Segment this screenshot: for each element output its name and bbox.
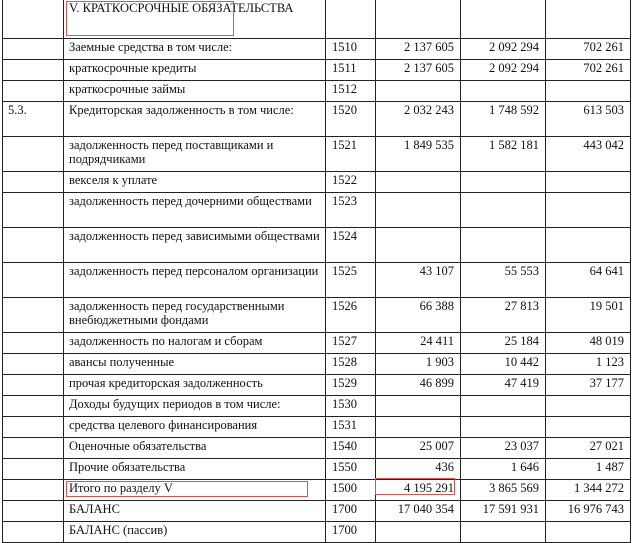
- row-name: векселя к уплате: [64, 172, 326, 193]
- table-row: [3, 228, 631, 263]
- value-period-1: [376, 522, 461, 543]
- value-period-1: [376, 81, 461, 102]
- value-period-1: [376, 417, 461, 438]
- row-number: [3, 522, 64, 543]
- value-period-2: [461, 81, 546, 102]
- value-period-2: [461, 417, 546, 438]
- section-heading: V. КРАТКОСРОЧНЫЕ ОБЯЗАТЕЛЬСТВА: [64, 0, 326, 39]
- value-period-1: 2 137 605: [376, 60, 461, 81]
- row-number: [3, 417, 64, 438]
- value-period-3: 16 976 743: [546, 501, 631, 522]
- value-period-2: [461, 193, 546, 228]
- table-row: [3, 263, 631, 298]
- value-period-1: 24 411: [376, 333, 461, 354]
- value-period-1: 1 903: [376, 354, 461, 375]
- value-period-2: 2 092 294: [461, 39, 546, 60]
- row-code: 1521: [326, 137, 376, 172]
- value-period-2: 1 582 181: [461, 137, 546, 172]
- table-row: [3, 298, 631, 333]
- row-number: [3, 396, 64, 417]
- value-period-2: [461, 228, 546, 263]
- value-period-3: 702 261: [546, 60, 631, 81]
- row-code: 1520: [326, 102, 376, 137]
- row-code: 1700: [326, 522, 376, 543]
- row-name: задолженность перед государственными внебюджетными фондами: [64, 298, 326, 333]
- row-name: задолженность перед дочерними обществами: [64, 193, 326, 228]
- value-period-3: 613 503: [546, 102, 631, 137]
- row-code: 1510: [326, 39, 376, 60]
- value-period-3: 19 501: [546, 298, 631, 333]
- row-code: 1523: [326, 193, 376, 228]
- value-period-2: 2 092 294: [461, 60, 546, 81]
- row-code: 1525: [326, 263, 376, 298]
- row-name: задолженность перед зависимыми обществами: [64, 228, 326, 263]
- row-number: 5.3.: [3, 102, 64, 137]
- table-row: [3, 396, 631, 417]
- row-code: 1531: [326, 417, 376, 438]
- value-period-3: [546, 417, 631, 438]
- value-period-1: 43 107: [376, 263, 461, 298]
- row-number: [3, 39, 64, 60]
- value-period-1: [376, 193, 461, 228]
- row-number: [3, 375, 64, 396]
- value-period-2: [461, 0, 546, 39]
- row-number: [3, 228, 64, 263]
- row-code: 1500: [326, 480, 376, 501]
- row-number: [3, 60, 64, 81]
- table-row: [3, 375, 631, 396]
- row-number: [3, 354, 64, 375]
- table-row: [3, 137, 631, 172]
- value-period-3: 48 019: [546, 333, 631, 354]
- value-period-1: 2 137 605: [376, 39, 461, 60]
- table-row: [3, 193, 631, 228]
- row-number: [3, 263, 64, 298]
- value-period-2: [461, 396, 546, 417]
- table-row: [3, 172, 631, 193]
- value-period-3: [546, 396, 631, 417]
- row-name: Оценочные обязательства: [64, 438, 326, 459]
- value-period-2: 47 419: [461, 375, 546, 396]
- row-name: задолженность перед поставщиками и подрядчиками: [64, 137, 326, 172]
- row-name: Доходы будущих периодов в том числе:: [64, 396, 326, 417]
- table-row: [3, 501, 631, 522]
- row-number: [3, 81, 64, 102]
- value-period-2: 1 748 592: [461, 102, 546, 137]
- value-period-3: 1 123: [546, 354, 631, 375]
- value-period-2: 23 037: [461, 438, 546, 459]
- value-period-3: [546, 172, 631, 193]
- row-code: 1540: [326, 438, 376, 459]
- row-name: Заемные средства в том числе:: [64, 39, 326, 60]
- row-code: 1522: [326, 172, 376, 193]
- value-period-3: [546, 228, 631, 263]
- row-number: [3, 459, 64, 480]
- row-number: [3, 137, 64, 172]
- value-period-3: [546, 522, 631, 543]
- value-period-3: 1 344 272: [546, 480, 631, 501]
- value-period-1: 1 849 535: [376, 137, 461, 172]
- value-period-2: 25 184: [461, 333, 546, 354]
- row-code: [326, 0, 376, 39]
- value-period-2: 17 591 931: [461, 501, 546, 522]
- table-row: [3, 60, 631, 81]
- value-period-2: 55 553: [461, 263, 546, 298]
- row-name: прочая кредиторская задолженность: [64, 375, 326, 396]
- row-name: Кредиторская задолженность в том числе:: [64, 102, 326, 137]
- row-number: [3, 193, 64, 228]
- value-period-1: 46 899: [376, 375, 461, 396]
- row-number: [3, 480, 64, 501]
- value-period-1: [376, 0, 461, 39]
- table-row: [3, 480, 631, 501]
- row-name: авансы полученные: [64, 354, 326, 375]
- value-period-2: [461, 172, 546, 193]
- row-number: [3, 172, 64, 193]
- row-code: 1528: [326, 354, 376, 375]
- value-period-3: [546, 0, 631, 39]
- value-period-2: 10 442: [461, 354, 546, 375]
- row-name: БАЛАНС (пассив): [64, 522, 326, 543]
- table-row: [3, 354, 631, 375]
- value-period-1: 25 007: [376, 438, 461, 459]
- value-period-3: 37 177: [546, 375, 631, 396]
- row-number: [3, 333, 64, 354]
- value-period-1: [376, 396, 461, 417]
- value-period-3: 702 261: [546, 39, 631, 60]
- value-period-1: 2 032 243: [376, 102, 461, 137]
- value-period-1: [376, 172, 461, 193]
- table-row: [3, 522, 631, 543]
- value-period-2: 27 813: [461, 298, 546, 333]
- row-number: [3, 501, 64, 522]
- value-period-3: 27 021: [546, 438, 631, 459]
- table-row: [3, 81, 631, 102]
- value-period-1: 66 388: [376, 298, 461, 333]
- table-row: [3, 438, 631, 459]
- row-code: 1526: [326, 298, 376, 333]
- value-period-2: [461, 522, 546, 543]
- balance-sheet-fragment: [2, 0, 631, 543]
- value-period-3: 1 487: [546, 459, 631, 480]
- value-period-1: [376, 228, 461, 263]
- row-name: краткосрочные кредиты: [64, 60, 326, 81]
- row-code: 1529: [326, 375, 376, 396]
- row-code: 1512: [326, 81, 376, 102]
- value-period-2: 3 865 569: [461, 480, 546, 501]
- value-period-3: 443 042: [546, 137, 631, 172]
- liabilities-table: [2, 0, 631, 543]
- row-code: 1524: [326, 228, 376, 263]
- row-code: 1550: [326, 459, 376, 480]
- row-number: [3, 298, 64, 333]
- table-row: [3, 39, 631, 60]
- table-row: [3, 459, 631, 480]
- row-name: задолженность перед персоналом организации: [64, 263, 326, 298]
- row-number: [3, 0, 64, 39]
- value-period-1: 436: [376, 459, 461, 480]
- value-period-1: 17 040 354: [376, 501, 461, 522]
- value-period-3: [546, 193, 631, 228]
- section-total-value: 4 195 291: [376, 480, 461, 501]
- row-code: 1511: [326, 60, 376, 81]
- table-row: [3, 333, 631, 354]
- row-number: [3, 438, 64, 459]
- value-period-3: [546, 81, 631, 102]
- row-code: 1700: [326, 501, 376, 522]
- row-name: краткосрочные займы: [64, 81, 326, 102]
- table-row: [3, 0, 631, 39]
- row-name: средства целевого финансирования: [64, 417, 326, 438]
- value-period-3: 64 641: [546, 263, 631, 298]
- row-name: БАЛАНС: [64, 501, 326, 522]
- row-name: Прочие обязательства: [64, 459, 326, 480]
- table-row: [3, 417, 631, 438]
- section-total-label: Итого по разделу V: [64, 480, 326, 501]
- value-period-2: 1 646: [461, 459, 546, 480]
- row-code: 1527: [326, 333, 376, 354]
- table-row: [3, 102, 631, 137]
- row-code: 1530: [326, 396, 376, 417]
- row-name: задолженность по налогам и сборам: [64, 333, 326, 354]
